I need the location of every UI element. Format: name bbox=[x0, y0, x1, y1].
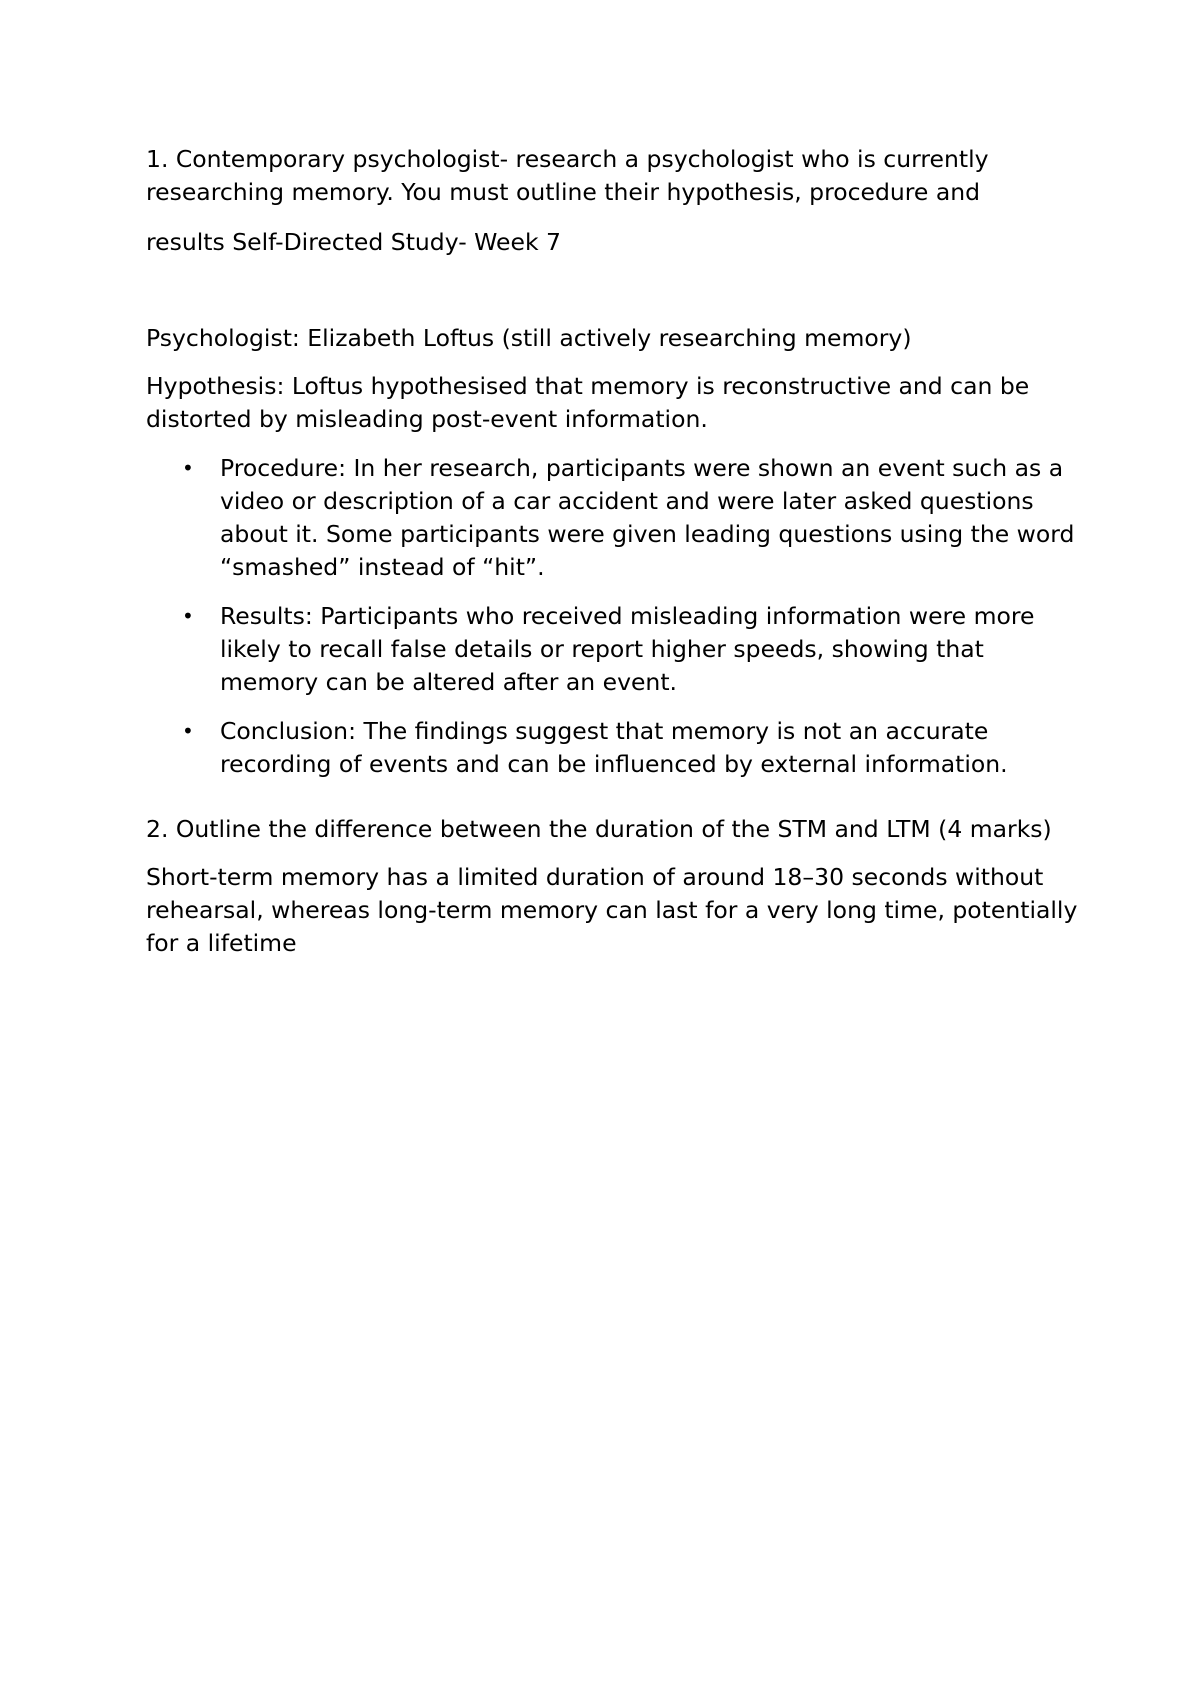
bullet-list bbox=[146, 452, 1086, 781]
hypothesis-paragraph: Hypothesis: Loftus hypothesised that memory is reconstructive and can be distorted by misleading post-event information. bbox=[146, 372, 1030, 433]
question-2: 2. Outline the difference between the duration of the STM and LTM (4 marks) bbox=[146, 815, 1052, 843]
bullet-text: Conclusion: The findings suggest that memory is not an accurate recording of events and can be influenced by external information. bbox=[220, 717, 1008, 778]
question-1-continuation: results Self-Directed Study- Week 7 bbox=[146, 228, 561, 256]
question-2-answer: Short-term memory has a limited duration of around 18–30 seconds without rehearsal, whereas long-term memory can last for a very long time, potentially for a lifetime bbox=[146, 863, 1078, 957]
bullet-text: Results: Participants who received misleading information were more likely to recall false details or report higher speeds, showing that memory can be altered after an event. bbox=[220, 602, 1035, 696]
bullet-text: Procedure: In her research, participants were shown an event such as a video or description of a car accident and were later asked questions about it. Some participants were given leading questions using the word “smashed” instead of “hit”. bbox=[220, 454, 1075, 581]
bullet-item-results bbox=[146, 600, 1086, 699]
bullet-icon: • bbox=[182, 719, 194, 743]
psychologist-line: Psychologist: Elizabeth Loftus (still actively researching memory) bbox=[146, 324, 912, 352]
bullet-icon: • bbox=[182, 604, 194, 628]
bullet-icon: • bbox=[182, 456, 194, 480]
question-1: 1. Contemporary psychologist- research a psychologist who is currently researching memory. You must outline their hypothesis, procedure and bbox=[146, 145, 989, 206]
bullet-item-conclusion bbox=[146, 715, 1086, 781]
document-body bbox=[146, 143, 1086, 960]
bullet-item-procedure bbox=[146, 452, 1086, 584]
